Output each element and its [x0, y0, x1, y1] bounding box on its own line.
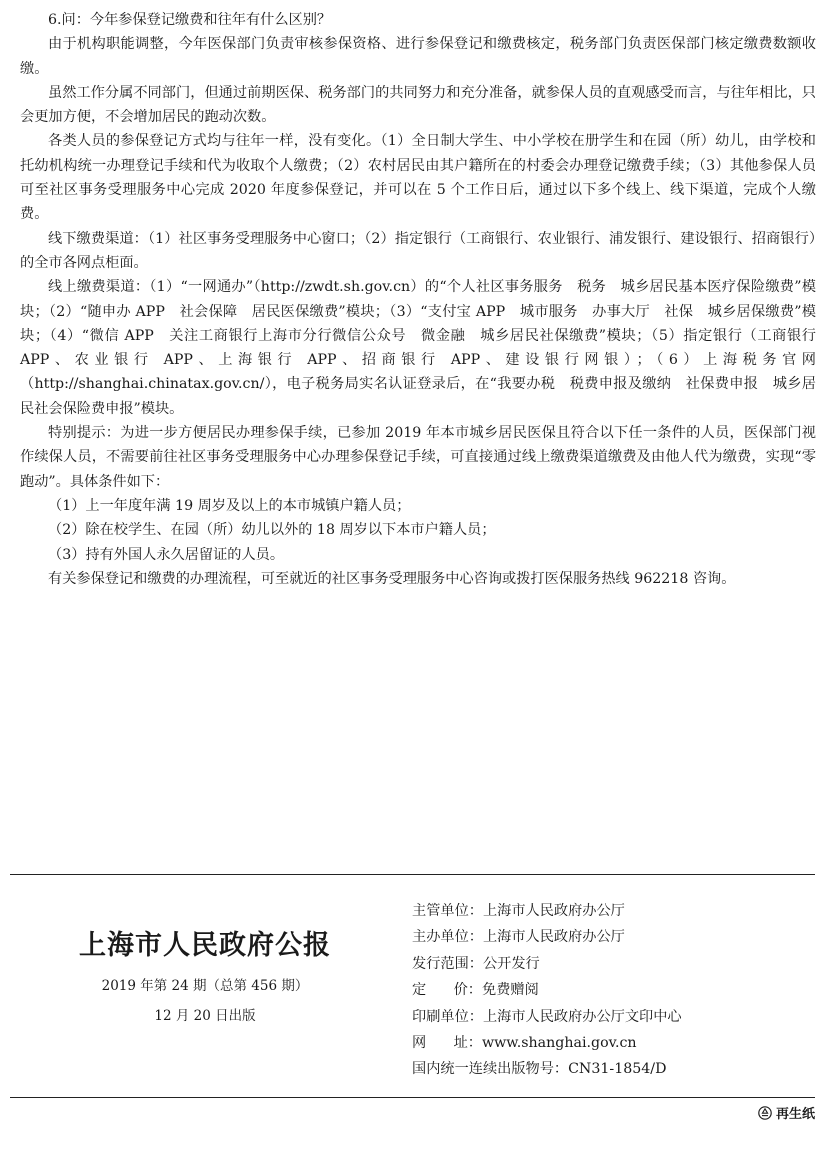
publication-date: 12 月 20 日出版	[154, 1008, 256, 1024]
imprint-label-part: 价：	[453, 982, 482, 999]
publication-title: 上海市人民政府公报	[79, 930, 331, 961]
recycle-icon	[758, 1106, 772, 1120]
imprint-label	[412, 977, 482, 1003]
paragraph: 有关参保登记和缴费的办理流程，可至就近的社区事务受理服务中心咨询或拨打医保服务热线 962218 咨询。	[48, 570, 736, 587]
imprint-label-part: 址：	[453, 1035, 482, 1052]
imprint-value: 上海市人民政府办公厅	[482, 903, 625, 919]
imprint-label-part: 网	[412, 1035, 427, 1052]
imprint-label: 主管单位：	[412, 903, 483, 919]
divider-bottom	[10, 1097, 815, 1098]
paragraph: 各类人员的参保登记方式均与往年一样，没有变化。（1）全日制大学生、中小学校在册学生和在园（所）幼儿，由学校和托幼机构统一办理登记手续和代为收取个人缴费；（2）农村居民由其户籍所在的村委会办理登记缴费手续；（3）其他参保人员可至社区事务受理服务中心完成 2020 年度参保登记，并可以在 5 个工作日后，通过以下多个线上、线下渠道，完成个人缴费。	[20, 133, 816, 223]
masthead	[40, 928, 370, 1026]
paragraph: 虽然工作分属不同部门，但通过前期医保、税务部门的共同努力和充分准备，就参保人员的直观感受而言，与往年相比，只会更加方便，不会增加居民的跑动次数。	[20, 84, 816, 126]
recycled-paper-label: 再生纸	[775, 1107, 815, 1122]
imprint-label: 发行范围：	[412, 955, 483, 972]
imprint-label: 印刷单位：	[412, 1008, 483, 1025]
imprint-label	[412, 1030, 482, 1056]
imprint-value: www.shanghai.gov.cn	[482, 1035, 637, 1052]
imprint-value: 免费赠阅	[482, 982, 539, 999]
issue-number: 2019 年第 24 期（总第 456 期）	[101, 978, 309, 994]
imprint-row	[412, 1056, 812, 1082]
paragraph: 特别提示：为进一步方便居民办理参保手续，已参加 2019 年本市城乡居民医保且符合以下任一条件的人员，医保部门视作续保人员，不需要前往社区事务受理服务中心办理参保登记手续，可直接通过线上缴费渠道缴费及由他人代为缴费，实现“零跑动”。具体条件如下：	[20, 425, 816, 490]
condition-item: （3）持有外国人永久居留证的人员。	[48, 546, 285, 563]
imprint-value: 公开发行	[482, 955, 540, 972]
condition-item: （1）上一年度年满 19 周岁及以上的本市城镇户籍人员；	[48, 497, 411, 514]
paragraph: 由于机构职能调整，今年医保部门负责审核参保资格、进行参保登记和缴费核定，税务部门负责医保部门核定缴费数额收缴。	[20, 36, 816, 77]
imprint-row	[412, 951, 812, 977]
paragraph: 线上缴费渠道：（1）“一网通办”（http://zwdt.sh.gov.cn）的“个人社区事务服务 税务 城乡居民基本医疗保险缴费”模块；（2）“随申办 APP 社会保障 居民医保缴费”模块；（3）“支付宝 APP 城市服务 办事大厅 社保 城乡居保缴费”模块；（4）“微信 APP 关注工商银行上海市分行微信公众号 微金融 城乡居民社保缴费”模块；（5）指定银行（工商银行 APP、农业银行 APP、上海银行 APP、招商银行 APP、建设银行网银）；（6）上海税务官网（http://shanghai.chinatax.gov.cn/），电子税务局实名认证登录后，在“我要办税 税费申报及缴纳 社保费申报 城乡居民社会保险费申报”模块。	[20, 279, 816, 417]
recycled-paper-mark	[758, 1103, 815, 1122]
question-heading: 6.问：今年参保登记缴费和往年有什么区别？	[48, 12, 332, 28]
imprint-label-part: 定	[412, 982, 427, 999]
divider-top	[10, 874, 815, 875]
imprint-row	[412, 1030, 812, 1056]
imprint-label: 国内统一连续出版物号：	[412, 1061, 569, 1078]
imprint-row	[412, 977, 812, 1003]
imprint-row	[412, 1004, 812, 1030]
imprint-value: 上海市人民政府办公厅	[482, 929, 625, 946]
imprint-row	[412, 898, 812, 924]
paragraph: 线下缴费渠道：（1）社区事务受理服务中心窗口；（2）指定银行（工商银行、农业银行、浦发银行、建设银行、招商银行）的全市各网点柜面。	[20, 230, 816, 271]
imprint-value: CN31-1854/D	[568, 1061, 667, 1078]
condition-item: （2）除在校学生、在园（所）幼儿以外的 18 周岁以下本市户籍人员；	[48, 522, 496, 539]
imprint-block	[412, 898, 812, 1083]
imprint-row	[412, 924, 812, 950]
imprint-label: 主办单位：	[412, 929, 483, 946]
imprint-value: 上海市人民政府办公厅文印中心	[482, 1008, 682, 1025]
article-body	[20, 8, 816, 591]
